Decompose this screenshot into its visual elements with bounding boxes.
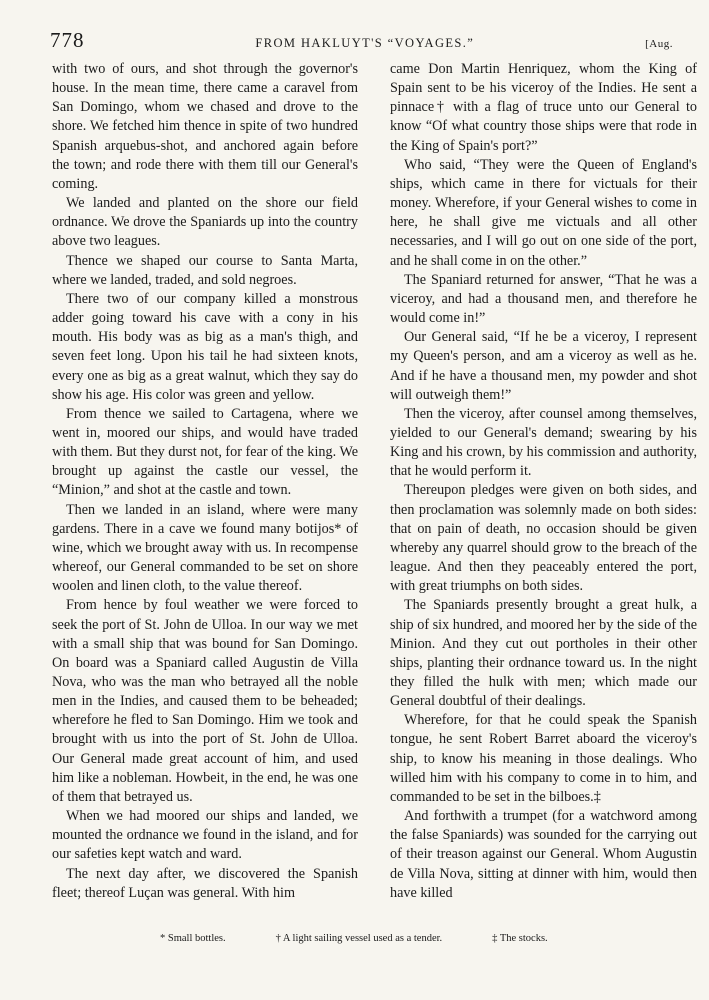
paragraph: Wherefore, for that he could speak the Spanish tongue, he sent Robert Barret aboard the viceroy's ship, to know his meaning in those dealings. Who willed him with his company to come in to him, and commanded to be set in the bilboes.‡ [390, 712, 697, 805]
paragraph: The Spaniards presently brought a great hulk, a ship of six hundred, and moored her by the side of the Minion. And they cut out portholes in their other ships, planting their ordnance toward us. In the night they filled the hulk with men; which made our General doubtful of their dealings. [390, 597, 697, 710]
paragraph: There two of our company killed a monstrous adder going toward his cave with a cony in his mouth. His body was as big as a man's thigh, and seven feet long. Upon his tail he had sixteen knots, every one as big as a great walnut, which they say do show his age. His color was green and yellow. [52, 290, 358, 403]
running-month: [Aug. [645, 38, 673, 50]
paragraph: From thence we sailed to Cartagena, where we went in, moored our ships, and would have traded with them. But they durst not, for fear of the king. We brought up against the castle our vessel, the “Minion,” and shot at the castle and town. [52, 405, 358, 499]
paragraph: Who said, “They were the Queen of England's ships, which came in there for victuals for their money. Wherefore, if your General wishes to come in here, he shall give me victuals and all other necessaries, and I will go out on one side of the port, and he shall come in on the other.” [390, 156, 697, 269]
paragraph: with two of ours, and shot through the governor's house. In the mean time, there came a caravel from San Domingo, whom we chased and drove to the shore. We fetched him thence in spite of two hundred Spanish arquebus-shot, and anchored again before the town; and rode there with them till our General's coming. [52, 61, 358, 192]
paragraph: From hence by foul weather we were forced to seek the port of St. John de Ulloa. In our way we met with a small ship that was bound for San Domingo. On board was a Spaniard called Augustin de Villa Nova, who was the man who betrayed all the noble men in the Indies, and caused them to be beheaded; wherefore he fled to San Domingo. Him we took and brought with us into the port of St. John de Ulloa. Our General made great account of him, and used him like a nobleman. Howbeit, in the end, he was one of them that betrayed us. [52, 597, 358, 805]
paragraph: Then the viceroy, after counsel among themselves, yielded to our General's demand; swearing by his King and his crown, by his commission and authority, that he would perform it. [390, 405, 697, 480]
paragraph: When we had moored our ships and landed, we mounted the ordnance we found in the island, and for our safeties kept watch and ward. [52, 808, 358, 863]
running-title: FROM HAKLUYT'S “VOYAGES.” [255, 36, 475, 50]
footnote: ‡ The stocks. [492, 933, 548, 944]
paragraph: Thereupon pledges were given on both sides, and then proclamation was solemnly made on both sides: that on pain of death, no occasion should be given whereby any quarrel should grow to the breach of the league. And then they peaceably entered the port, with great triumphs on both sides. [390, 482, 697, 595]
left-column [52, 60, 358, 903]
paragraph: came Don Martin Henriquez, whom the King of Spain sent to be his viceroy of the Indies. He sent a pinnace† with a flag of truce unto our General to know “Of what country those ships were that rode in the King of Spain's port?” [390, 61, 697, 154]
paragraph: Then we landed in an island, where were many gardens. There in a cave we found many botijos* of wine, which we brought away with us. In recompense whereof, our General commanded to be set on shore woolen and linen cloth, to the value thereof. [52, 501, 358, 595]
page-number: 778 [50, 28, 85, 52]
paragraph: We landed and planted on the shore our field ordnance. We drove the Spaniards up into the country above two leagues. [52, 195, 358, 250]
paragraph: The next day after, we discovered the Spanish fleet; thereof Luçan was general. With him [52, 865, 358, 901]
paragraph: Thence we shaped our course to Santa Marta, where we landed, traded, and sold negroes. [52, 252, 358, 288]
footnote: * Small bottles. [160, 933, 226, 944]
running-head [50, 28, 673, 52]
footnote: † A light sailing vessel used as a tender. [275, 933, 443, 944]
footnotes [160, 933, 660, 944]
paragraph: And forthwith a trumpet (for a watchword among the false Spaniards) was sounded for the carrying out of their treason against our General. Whom Augustin de Villa Nova, sitting at dinner with him, would then have killed [390, 808, 697, 901]
right-column [390, 60, 697, 903]
paragraph: Our General said, “If he be a viceroy, I represent my Queen's person, and am a viceroy as well as he. And if he have a thousand men, my powder and shot will outweigh them!” [390, 329, 697, 403]
paragraph: The Spaniard returned for answer, “That he was a viceroy, and had a thousand men, and therefore he would come in!” [390, 271, 697, 327]
